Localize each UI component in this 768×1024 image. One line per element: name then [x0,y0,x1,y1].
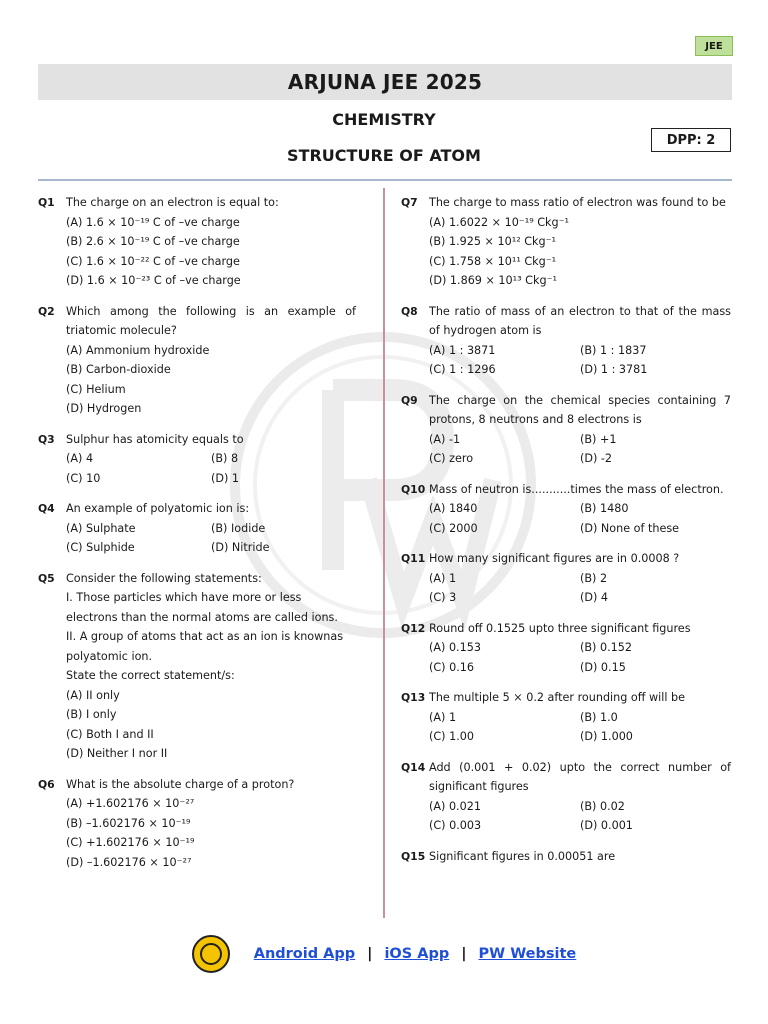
options-list [66,213,356,291]
question-q6 [38,775,356,873]
answer-option: (B) Iodide [211,521,266,535]
question-q2 [38,302,356,419]
options-list [429,708,731,747]
footer-separator: | [367,946,373,962]
answer-option: (B) 1 : 1837 [580,343,647,357]
options-list [429,341,731,380]
answer-option: (C) 1.758 × 10¹¹ Ckg⁻¹ [429,254,557,268]
answer-option: (B) Carbon-dioxide [66,363,171,376]
question-q11 [401,549,731,608]
answer-option: (D) 4 [580,591,609,604]
answer-option: (A) 1.6022 × 10⁻¹⁹ Ckg⁻¹ [429,215,570,229]
question-number: Q10 [401,482,426,496]
question-number: Q7 [401,196,418,209]
left-column [38,193,356,883]
answer-option: (A) Ammonium hydroxide [66,343,210,357]
question-q4 [38,499,356,558]
page-title: ARJUNA JEE 2025 [38,64,732,100]
question-text: Consider the following statements: [66,571,262,585]
question-number: Q11 [401,552,426,565]
options-list [429,638,731,677]
answer-option: (C) 2000 [429,521,478,535]
right-column [401,193,731,877]
answer-option: (C) 0.003 [429,819,482,832]
question-number: Q9 [401,393,418,407]
question-text: Add (0.001 + 0.02) upto the correct number of significant figures [429,760,731,793]
question-q10 [401,480,731,539]
question-number: Q15 [401,849,426,863]
answer-option: (A) 1.6 × 10⁻¹⁹ C of –ve charge [66,215,240,229]
answer-option: I. Those particles which have more or less electrons than the normal atoms are called ions. [66,591,338,624]
column-divider [383,188,385,918]
question-q13 [401,688,731,747]
answer-option: (A) +1.602176 × 10⁻²⁷ [66,797,195,810]
question-text: The charge to mass ratio of electron was found to be [429,196,726,209]
options-list [66,449,356,488]
options-list [429,213,731,291]
question-number: Q5 [38,571,55,585]
question-q8 [401,302,731,380]
question-number: Q13 [401,691,426,704]
question-text: Which among the following is an example of triatomic molecule? [66,304,356,337]
options-list [429,499,731,538]
question-number: Q4 [38,502,55,515]
answer-option: (C) +1.602176 × 10⁻¹⁹ [66,836,195,849]
question-text: What is the absolute charge of a proton? [66,777,295,791]
answer-option: (C) Sulphide [66,541,135,554]
question-number: Q1 [38,196,55,209]
question-q15 [401,847,731,867]
question-number: Q12 [401,621,426,635]
question-q14 [401,758,731,836]
answer-option: (B) –1.602176 × 10⁻¹⁹ [66,816,191,830]
answer-option: (D) 0.001 [580,819,633,832]
footer-separator: | [461,946,467,962]
question-text: Significant figures in 0.00051 are [429,849,616,863]
question-text: The ratio of mass of an electron to that of the mass of hydrogen atom is [429,304,731,337]
answer-option: (B) 0.02 [580,799,625,813]
answer-option: (D) None of these [580,521,680,535]
answer-option: (B) 1480 [580,502,629,515]
answer-option: (D) 1.6 × 10⁻²³ C of –ve charge [66,274,241,287]
answer-option: State the correct statement/s: [66,669,235,682]
answer-option: (A) 1 [429,710,457,724]
question-q12 [401,619,731,678]
answer-option: (A) 0.021 [429,799,481,813]
question-q3 [38,430,356,489]
answer-option: (D) Nitride [211,541,270,554]
answer-option: (D) Hydrogen [66,402,142,415]
question-text: An example of polyatomic ion is: [66,502,250,515]
options-list [429,430,731,469]
question-text: Round off 0.1525 upto three significant figures [429,621,691,635]
question-number: Q6 [38,777,55,791]
footer-links [0,936,768,972]
android-app-link[interactable]: Android App [253,946,356,962]
question-q9 [401,391,731,469]
answer-option: (A) 4 [66,452,94,465]
answer-option: (C) zero [429,452,474,465]
answer-option: (B) 2.6 × 10⁻¹⁹ C of –ve charge [66,235,240,248]
answer-option: (C) 1 : 1296 [429,363,496,376]
answer-option: (B) +1 [580,432,617,446]
options-list [429,569,731,608]
answer-option: (B) I only [66,708,117,721]
question-q7 [401,193,731,291]
question-number: Q2 [38,304,55,318]
answer-option: (D) 1.869 × 10¹³ Ckg⁻¹ [429,274,557,287]
answer-option: (A) 0.153 [429,641,481,654]
answer-option: (B) 8 [211,452,239,465]
answer-option: (A) II only [66,688,120,702]
answer-option: (C) Helium [66,382,126,396]
question-text: How many significant figures are in 0.0008 ? [429,552,680,565]
answer-option: (B) 1.0 [580,710,618,724]
question-text: The charge on an electron is equal to: [66,196,279,209]
answer-option: (D) 1 : 3781 [580,363,648,376]
answer-option: (A) -1 [429,432,461,446]
answer-option: (B) 0.152 [580,641,632,654]
options-list [66,794,356,872]
ios-app-link[interactable]: iOS App [384,946,450,962]
answer-option: (C) 1.6 × 10⁻²² C of –ve charge [66,254,240,268]
question-text: Mass of neutron is...........times the mass of electron. [429,482,724,496]
options-list [66,519,356,558]
answer-option: (D) Neither I nor II [66,747,168,760]
answer-option: (C) 10 [66,471,101,485]
customer-service-logo-icon [192,935,230,973]
question-number: Q3 [38,432,55,446]
answer-option: (A) 1 [429,571,457,585]
answer-option: (B) 2 [580,571,608,585]
question-number: Q8 [401,304,418,318]
answer-option: (C) 0.16 [429,660,475,674]
answer-option: (D) 1 [211,471,240,485]
question-text: The multiple 5 × 0.2 after rounding off will be [429,691,686,704]
question-q1 [38,193,356,291]
answer-option: II. A group of atoms that act as an ion is knownas polyatomic ion. [66,630,344,663]
answer-option: (B) 1.925 × 10¹² Ckg⁻¹ [429,235,557,248]
question-text: Sulphur has atomicity equals to [66,432,244,446]
pw-website-link[interactable]: PW Website [478,946,577,962]
options-list [66,588,356,764]
answer-option: (A) Sulphate [66,521,136,535]
answer-option: (D) 0.15 [580,660,626,674]
question-text: The charge on the chemical species containing 7 protons, 8 neutrons and 8 electrons is [429,393,731,426]
answer-option: (D) 1.000 [580,730,633,743]
answer-option: (A) 1 : 3871 [429,343,496,357]
options-list [66,341,356,419]
dpp-label: DPP: 2 [651,128,731,152]
exam-badge: JEE [695,36,733,56]
answer-option: (A) 1840 [429,502,478,515]
question-q5 [38,569,356,764]
chapter-heading: STRUCTURE OF ATOM [287,146,481,165]
answer-option: (D) –1.602176 × 10⁻²⁷ [66,855,192,869]
options-list [429,797,731,836]
question-number: Q14 [401,760,426,774]
answer-option: (C) 3 [429,591,457,604]
answer-option: (C) 1.00 [429,730,475,743]
answer-option: (C) Both I and II [66,727,154,741]
answer-option: (D) -2 [580,452,613,465]
header-divider [38,179,732,181]
subject-heading: CHEMISTRY [332,110,436,129]
